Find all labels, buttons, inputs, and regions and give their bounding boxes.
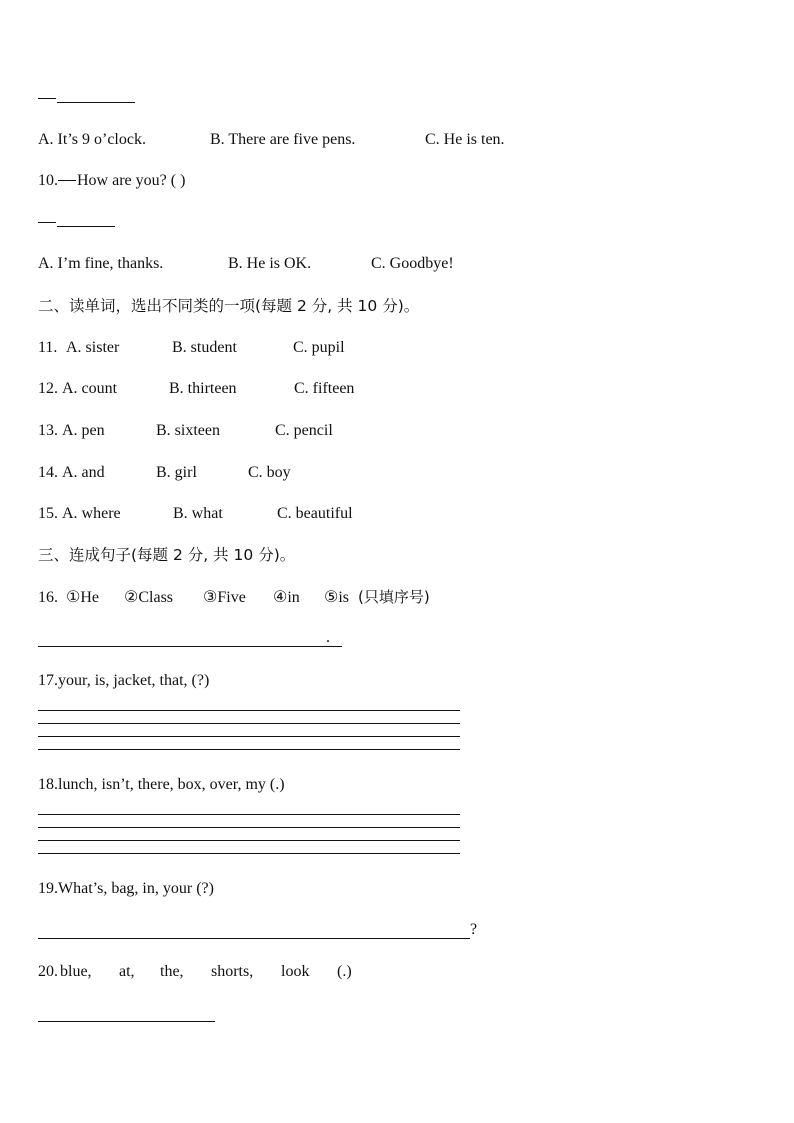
- q17-prompt: 17.your, is, jacket, that, (?): [38, 672, 210, 689]
- q16-word-5: ⑤is: [324, 589, 350, 606]
- q12-option-c[interactable]: C. fifteen: [294, 380, 355, 397]
- q11-row: [38, 338, 345, 358]
- q10-answer-line: [38, 212, 115, 233]
- q12-number: 12.: [38, 380, 58, 397]
- q9-option-a[interactable]: A. It’s 9 o’clock.: [38, 131, 146, 148]
- q18-writing-line-3[interactable]: [38, 840, 460, 841]
- q14-number: 14.: [38, 464, 58, 481]
- q20-word-5: look: [281, 963, 310, 980]
- q13-option-c[interactable]: C. pencil: [275, 422, 333, 439]
- q17-writing-line-4[interactable]: [38, 749, 460, 750]
- q16-row: [38, 587, 430, 608]
- q18-prompt: 18.lunch, isn’t, there, box, over, my (.): [38, 776, 285, 793]
- q12-option-a[interactable]: A. count: [62, 380, 118, 397]
- q16-word-2: ②Class: [124, 589, 174, 606]
- q9-option-b[interactable]: B. There are five pens.: [210, 131, 356, 148]
- q13-option-b[interactable]: B. sixteen: [156, 422, 220, 439]
- q10-options: [38, 254, 454, 274]
- q15-option-c[interactable]: C. beautiful: [277, 505, 353, 522]
- q18-writing-line-2[interactable]: [38, 827, 460, 828]
- q10-text: How are you? ( ): [77, 172, 186, 189]
- q11-option-c[interactable]: C. pupil: [293, 339, 345, 356]
- q14-option-a[interactable]: A. and: [62, 464, 105, 481]
- q13-option-a[interactable]: A. pen: [62, 422, 105, 439]
- q16-word-3: ③Five: [203, 589, 246, 606]
- q20-word-4: shorts,: [211, 963, 254, 980]
- q16-note: (只填序号): [358, 588, 430, 606]
- q16-word-4: ④in: [273, 589, 300, 606]
- q13-number: 13.: [38, 422, 58, 439]
- q15-number: 15.: [38, 505, 58, 522]
- q11-number: 11.: [38, 339, 58, 356]
- dash-mark: [38, 98, 56, 99]
- q9-answer-blank[interactable]: [57, 88, 135, 103]
- q14-row: [38, 463, 291, 483]
- q17-writing-line-1[interactable]: [38, 710, 460, 711]
- q20-answer-line[interactable]: [38, 1021, 215, 1022]
- q12-option-b[interactable]: B. thirteen: [169, 380, 237, 397]
- section3-heading: 三、连成句子(每题 2 分, 共 10 分)。: [38, 546, 296, 564]
- q19-answer-line[interactable]: [38, 938, 470, 939]
- q19-prompt: 19.What’s, bag, in, your (?): [38, 880, 214, 897]
- q16-period: .: [326, 629, 330, 646]
- q11-option-a[interactable]: A. sister: [66, 339, 120, 356]
- q20-row: [38, 962, 352, 982]
- q15-option-a[interactable]: A. where: [62, 505, 121, 522]
- q11-option-b[interactable]: B. student: [172, 339, 237, 356]
- q17-writing-line-3[interactable]: [38, 736, 460, 737]
- q14-option-c[interactable]: C. boy: [248, 464, 291, 481]
- q9-option-c[interactable]: C. He is ten.: [425, 131, 505, 148]
- q12-row: [38, 379, 354, 399]
- q10-question: [38, 171, 185, 191]
- q14-option-b[interactable]: B. girl: [156, 464, 197, 481]
- q17-writing-line-2[interactable]: [38, 723, 460, 724]
- q13-row: [38, 421, 333, 441]
- q18-writing-line-4[interactable]: [38, 853, 460, 854]
- q10-number: 10.: [38, 172, 58, 189]
- q10-answer-blank[interactable]: [57, 212, 115, 227]
- q20-word-6: (.): [337, 963, 352, 980]
- q16-answer-line[interactable]: [38, 646, 342, 647]
- q15-row: [38, 504, 353, 524]
- section2-heading: 二、读单词，选出不同类的一项(每题 2 分, 共 10 分)。: [38, 297, 420, 315]
- q20-word-2: at,: [119, 963, 135, 980]
- dash-mark: [58, 180, 76, 181]
- dash-mark: [38, 222, 56, 223]
- q16-word-1: ①He: [66, 589, 99, 606]
- q16-number: 16.: [38, 589, 58, 606]
- q20-word-3: the,: [160, 963, 184, 980]
- q20-word-1: blue,: [60, 963, 92, 980]
- q10-option-a[interactable]: A. I’m fine, thanks.: [38, 255, 164, 272]
- q9-options: [38, 130, 505, 150]
- q9-answer-line: [38, 88, 135, 109]
- q10-option-b[interactable]: B. He is OK.: [228, 255, 312, 272]
- q19-question-mark: ?: [470, 921, 478, 938]
- q20-number: 20.: [38, 963, 58, 980]
- q18-writing-line-1[interactable]: [38, 814, 460, 815]
- q15-option-b[interactable]: B. what: [173, 505, 223, 522]
- q10-option-c[interactable]: C. Goodbye!: [371, 255, 454, 272]
